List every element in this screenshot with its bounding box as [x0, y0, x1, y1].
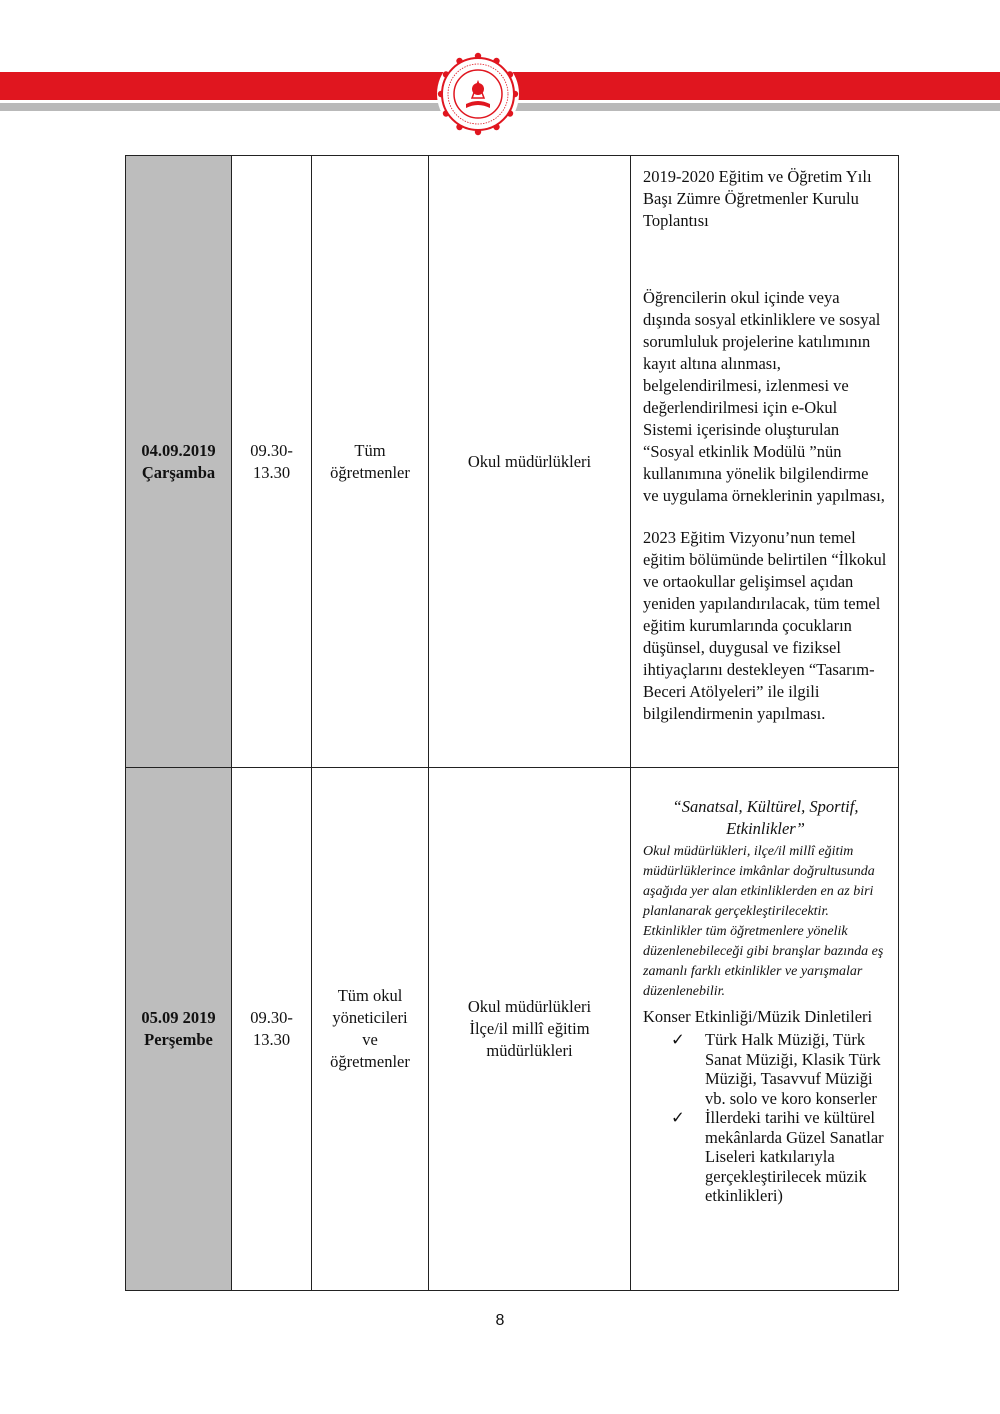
date-cell	[126, 768, 232, 1291]
date-text: 04.09.2019	[141, 440, 216, 460]
description-title: 2019-2020 Eğitim ve Öğretim Yılı Başı Zümre Öğretmenler Kurulu Toplantısı	[643, 167, 872, 230]
description-cell	[631, 768, 899, 1291]
participants-line: öğretmenler	[330, 1052, 410, 1071]
participants-line: Tüm	[354, 440, 386, 460]
time-start: 09.30-	[250, 1008, 293, 1027]
day-text: Çarşamba	[141, 462, 216, 482]
check-icon: ✓	[671, 1030, 685, 1049]
page-number: 8	[495, 1312, 505, 1329]
time-end: 13.30	[252, 462, 291, 482]
description-cell	[631, 156, 899, 768]
time-start: 09.30-	[250, 440, 293, 460]
concert-subheading: Konser Etkinliği/Müzik Dinletileri	[643, 1007, 873, 1026]
time-end: 13.30	[252, 1030, 291, 1049]
organizer-line: müdürlükleri	[486, 1041, 573, 1060]
date-text: 05.09 2019	[141, 1008, 216, 1027]
organizer-line: İlçe/il millî eğitim	[469, 1019, 590, 1038]
participants-line: ve	[362, 1030, 378, 1049]
description-paragraph: 2023 Eğitim Vizyonu’nun temel eğitim bölümünde belirtilen “İlkokul ve ortaokullar gelişimsel açıdan yeniden yapılandırılacak, tüm temel eğitim kurumlarında çocukların düşünsel, duygusal ve fiziksel ihtiyaçlarını destekleyen “Tasarım-Beceri Atölyeleri” ile ilgili bilgilendirmenin yapılması.	[643, 528, 887, 723]
participants-cell	[312, 156, 429, 768]
table-row	[126, 768, 899, 1291]
date-cell	[126, 156, 232, 768]
participants-cell	[312, 768, 429, 1291]
ministry-emblem-logo	[436, 52, 520, 136]
table-row	[126, 156, 899, 768]
participants-line: öğretmenler	[330, 462, 410, 482]
activities-italic-text: Okul müdürlükleri, ilçe/il millî eğitim müdürlüklerince imkânlar doğrultusunda aşağıda yer alan etkinliklerden en az biri planlanarak gerçekleştirilecektir. Etkinlikler tüm öğretmenlere yönelik düzenlenebileceği gibi branşlar bazında eş zamanlı farklı etkinlikler ve yarışmalar düzenlenebilir.	[643, 844, 884, 999]
list-item	[643, 1108, 888, 1206]
organizer-line: Okul müdürlükleri	[467, 451, 592, 471]
participants-line: Tüm okul	[337, 986, 403, 1005]
activities-title: “Sanatsal, Kültürel, Sportif, Etkinlikler”	[672, 797, 859, 838]
day-text: Perşembe	[144, 1030, 213, 1049]
activity-list	[643, 1030, 888, 1206]
participants-line: yöneticileri	[332, 1008, 408, 1027]
description-paragraph: Öğrencilerin okul içinde veya dışında sosyal etkinliklere ve sosyal sorumluluk projelerine katılımının kayıt altına alınması, belgelendirilmesi, izlenmesi ve değerlendirilmesi için e-Okul Sistemi içerisinde oluşturulan “Sosyal etkinlik Modülü ”nün kullanımına yönelik bilgilendirme ve uygulama örneklerinin yapılması,	[643, 288, 885, 505]
schedule-table	[125, 155, 899, 1291]
organizer-cell	[429, 768, 631, 1291]
list-item-text: Türk Halk Müziği, Türk Sanat Müziği, Klasik Türk Müziği, Tasavvuf Müziği vb. solo ve koro konserler	[705, 1030, 881, 1108]
organizer-line: Okul müdürlükleri	[467, 997, 592, 1016]
list-item-text: İllerdeki tarihi ve kültürel mekânlarda Güzel Sanatlar Liseleri katkılarıyla gerçekleştirilecek müzik etkinlikleri)	[705, 1108, 884, 1205]
organizer-cell	[429, 156, 631, 768]
list-item	[643, 1030, 888, 1108]
check-icon: ✓	[671, 1108, 685, 1127]
time-cell	[232, 768, 312, 1291]
time-cell	[232, 156, 312, 768]
